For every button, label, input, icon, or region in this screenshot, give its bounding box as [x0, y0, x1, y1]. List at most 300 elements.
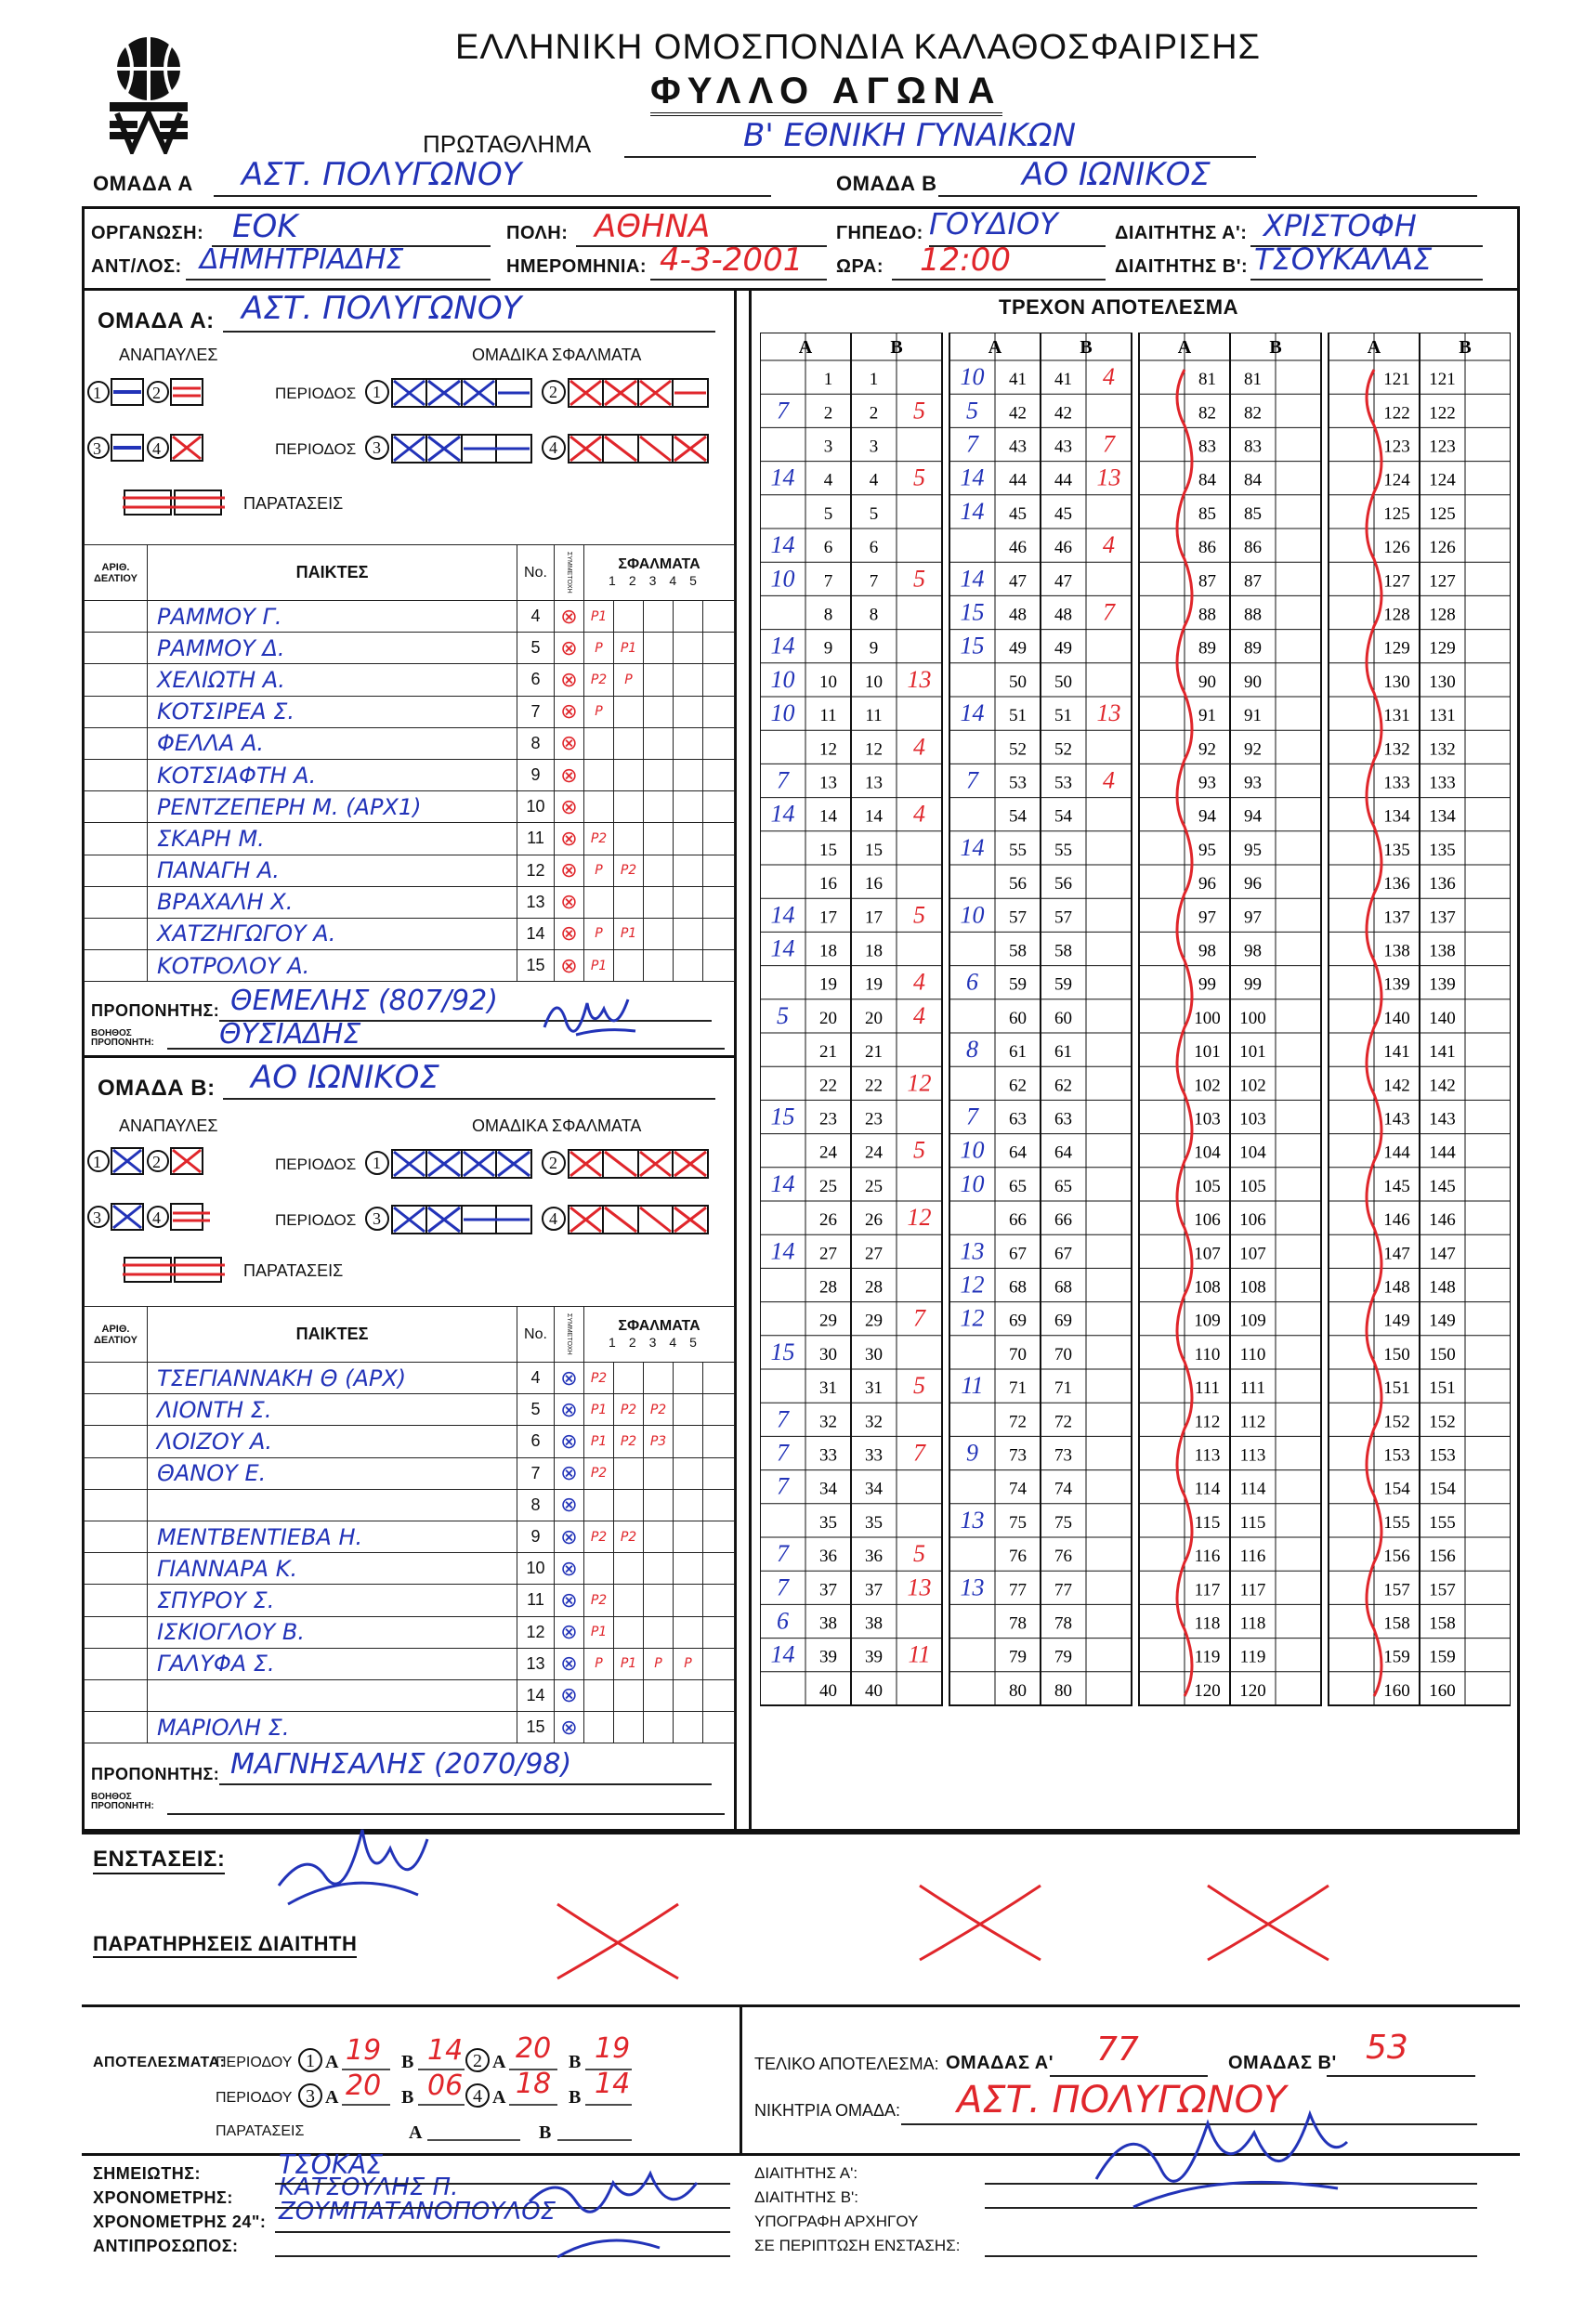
score-number-b: 155: [1429, 1512, 1456, 1533]
played-mark: ⊗: [555, 791, 584, 823]
score-number-b: 38: [865, 1613, 883, 1634]
score-col-b: Β: [1080, 337, 1093, 358]
score-a-player-mark: 15: [770, 1338, 795, 1365]
final-team-b-label: ΟΜΑΔΑΣ Β': [1228, 2053, 1337, 2073]
player-number: 9: [517, 1521, 555, 1552]
score-number-b: 5: [869, 503, 879, 524]
score-a-player-mark: 10: [960, 1136, 985, 1164]
score-number-a: 88: [1198, 605, 1216, 625]
svg-text:2: 2: [473, 2051, 482, 2071]
svg-text:3: 3: [306, 2086, 315, 2107]
score-b-player-mark: 5: [913, 1540, 925, 1568]
protests-cross-1: [548, 1895, 687, 1992]
player-number: 13: [517, 1648, 555, 1679]
score-number-a: 155: [1383, 1512, 1410, 1533]
foul-cell: [644, 664, 674, 696]
date-label: ΗΜΕΡΟΜΗΝΙΑ:: [506, 256, 648, 277]
foul-cell: [644, 1616, 674, 1648]
score-number-a: 79: [1009, 1647, 1027, 1667]
score-number-a: 84: [1198, 470, 1216, 490]
score-a-player-mark: 7: [777, 397, 789, 424]
score-number-a: 11: [819, 706, 837, 726]
score-number-b: 27: [865, 1244, 883, 1264]
score-number-a: 97: [1198, 907, 1216, 928]
team-a-team-fouls-label: ΟΜΑΔΙΚΑ ΣΦΑΛΜΑΤΑ: [472, 346, 642, 364]
score-number-a: 107: [1194, 1244, 1221, 1264]
score-number-a: 36: [819, 1547, 837, 1567]
team-b-player-row: [85, 1426, 735, 1457]
score-number-b: 148: [1429, 1277, 1456, 1298]
protests-cross-2: [910, 1876, 1050, 1974]
score-number-b: 112: [1239, 1412, 1266, 1432]
player-name: ΜΑΡΙΟΛΗ Σ.: [148, 1712, 517, 1743]
officials-signatures: [520, 2155, 725, 2271]
played-mark: ⊗: [555, 696, 584, 727]
foul-cell: [644, 1585, 674, 1616]
foul-cell: [614, 601, 644, 633]
team-b-player-row: [85, 1489, 735, 1521]
score-number-b: 78: [1054, 1613, 1072, 1634]
foul-cell: P: [584, 1648, 614, 1679]
team-b-col-fouls: ΣΦΑΛΜΑΤΑ: [618, 1317, 700, 1334]
score-number-b: 60: [1054, 1008, 1072, 1028]
foul-cell: [644, 950, 674, 982]
foul-cell: P: [584, 918, 614, 949]
score-number-a: 18: [819, 941, 837, 961]
score-number-b: 95: [1244, 840, 1262, 860]
score-number-b: 56: [1054, 874, 1072, 894]
foul-cell: [644, 727, 674, 759]
team-b-timeouts: [85, 1144, 253, 1251]
player-number: 5: [517, 633, 555, 664]
score-number-a: 104: [1194, 1142, 1221, 1163]
team-b-player-row: [85, 1648, 735, 1679]
score-number-a: 93: [1198, 773, 1216, 793]
score-a-player-mark: 9: [966, 1439, 978, 1467]
foul-cell: [674, 1712, 703, 1743]
score-a-player-mark: 15: [960, 632, 985, 659]
foul-cell: [644, 1489, 674, 1521]
score-b-player-mark: 5: [913, 901, 925, 929]
score-number-b: 94: [1244, 806, 1262, 827]
score-number-a: 102: [1194, 1076, 1221, 1096]
score-number-b: 18: [865, 941, 883, 961]
score-number-b: 72: [1054, 1412, 1072, 1432]
score-number-a: 52: [1009, 739, 1027, 760]
svg-text:B: B: [401, 2087, 414, 2108]
score-number-b: 57: [1054, 907, 1072, 928]
foul-cell: [674, 1426, 703, 1457]
score-number-b: 33: [865, 1445, 883, 1466]
foul-cell: [614, 1679, 644, 1711]
score-number-a: 153: [1383, 1445, 1410, 1466]
team-b-col-licence: ΑΡΙΘ. ΔΕΛΤΙΟΥ: [85, 1307, 148, 1363]
licence-cell: [85, 1616, 148, 1648]
results-label: ΑΠΟΤΕΛΕΣΜΑΤΑ:: [93, 2055, 226, 2070]
svg-text:4: 4: [152, 439, 161, 458]
score-number-b: 103: [1239, 1109, 1266, 1129]
score-number-a: 43: [1009, 437, 1027, 457]
score-number-a: 152: [1383, 1412, 1410, 1432]
organizer-label: ΟΡΓΑΝΩΣΗ:: [91, 223, 204, 243]
team-a-player-row: [85, 664, 735, 696]
score-number-b: 48: [1054, 605, 1072, 625]
licence-cell: [85, 1553, 148, 1585]
score-number-b: 136: [1429, 874, 1456, 894]
score-number-b: 55: [1054, 840, 1072, 860]
score-number-a: 77: [1009, 1580, 1027, 1600]
score-number-a: 114: [1194, 1479, 1221, 1499]
foul-cell: P1: [614, 633, 644, 664]
score-a-player-mark: 10: [770, 665, 795, 693]
score-number-a: 20: [819, 1008, 837, 1028]
score-number-a: 143: [1383, 1109, 1410, 1129]
score-number-a: 132: [1383, 739, 1410, 760]
team-a-coach-label: ΠΡΟΠΟΝΗΤΗΣ:: [91, 1001, 220, 1020]
foul-cell: [703, 1457, 735, 1489]
score-number-a: 30: [819, 1344, 837, 1364]
team-b-player-row: [85, 1616, 735, 1648]
score-number-b: 29: [865, 1311, 883, 1331]
score-b-player-mark: 7: [913, 1439, 925, 1467]
score-number-b: 114: [1239, 1479, 1266, 1499]
score-number-b: 150: [1429, 1344, 1456, 1364]
results-overtime-word: ΠΑΡΑΤΑΣΕΙΣ: [216, 2123, 305, 2139]
team-b-panel-label: ΟΜΑΔΑ Β:: [98, 1076, 216, 1101]
team-b-label: ΟΜΑΔΑ Β: [836, 172, 937, 195]
score-number-b: 96: [1244, 874, 1262, 894]
foul-cell: [674, 601, 703, 633]
foul-cell: [614, 1712, 644, 1743]
score-number-a: 133: [1383, 773, 1410, 793]
foul-cell: [674, 1616, 703, 1648]
played-mark: ⊗: [555, 1426, 584, 1457]
played-mark: ⊗: [555, 1648, 584, 1679]
team-b-player-row: [85, 1363, 735, 1394]
score-number-b: 73: [1054, 1445, 1072, 1466]
foul-cell: [703, 823, 735, 855]
team-b-overtime-label: ΠΑΡΑΤΑΣΕΙΣ: [243, 1261, 344, 1280]
score-col-b: Β: [1269, 337, 1282, 358]
licence-cell: [85, 1679, 148, 1711]
svg-text:A: A: [325, 2087, 339, 2108]
score-number-a: 113: [1194, 1445, 1221, 1466]
foul-cell: [644, 1679, 674, 1711]
foul-cell: [584, 1679, 614, 1711]
foul-cell: [703, 1521, 735, 1552]
svg-text:2: 2: [152, 384, 161, 402]
score-a-player-mark: 14: [960, 463, 985, 491]
svg-text:1: 1: [93, 1153, 101, 1171]
score-number-b: 31: [865, 1378, 883, 1399]
score-number-b: 14: [865, 806, 883, 827]
captain-label-2: ΣΕ ΠΕΡΙΠΤΩΣΗ ΕΝΣΤΑΣΗΣ:: [754, 2237, 961, 2254]
score-number-a: 65: [1009, 1176, 1027, 1196]
score-number-a: 130: [1383, 672, 1410, 692]
foul-cell: [703, 855, 735, 886]
player-number: 9: [517, 759, 555, 790]
score-number-b: 138: [1429, 941, 1456, 961]
score-number-a: 137: [1383, 907, 1410, 928]
score-number-b: 80: [1054, 1680, 1072, 1701]
licence-cell: [85, 1521, 148, 1552]
player-number: 10: [517, 791, 555, 823]
score-number-a: 38: [819, 1613, 837, 1634]
licence-cell: [85, 601, 148, 633]
played-mark: ⊗: [555, 633, 584, 664]
licence-cell: [85, 759, 148, 790]
foul-cell: P: [674, 1648, 703, 1679]
score-number-a: 86: [1198, 538, 1216, 558]
foul-cell: P2: [584, 823, 614, 855]
player-number: 10: [517, 1553, 555, 1585]
team-a-timeouts-label: ΑΝΑΠΑΥΛΕΣ: [119, 346, 218, 364]
score-number-b: 119: [1239, 1647, 1266, 1667]
score-a-player-mark: 7: [966, 1103, 978, 1130]
score-number-b: 123: [1429, 437, 1456, 457]
foul-cell: P1: [584, 950, 614, 982]
player-number: 6: [517, 1426, 555, 1457]
score-number-a: 85: [1198, 503, 1216, 524]
court-value: ΓΟΥΔΙΟΥ: [929, 206, 1058, 242]
player-number: 4: [517, 1363, 555, 1394]
licence-cell: [85, 886, 148, 918]
played-mark: ⊗: [555, 1679, 584, 1711]
team-a-overtime-label: ΠΑΡΑΤΑΣΕΙΣ: [243, 494, 344, 513]
score-number-a: 75: [1009, 1512, 1027, 1533]
foul-cell: [674, 1363, 703, 1394]
score-number-b: 107: [1239, 1244, 1266, 1264]
player-name: ΧΑΤΖΗΓΩΓΟΥ Α.: [148, 918, 517, 949]
score-number-a: 68: [1009, 1277, 1027, 1298]
score-number-a: 49: [1009, 638, 1027, 659]
score-number-b: 139: [1429, 974, 1456, 995]
score-number-a: 157: [1383, 1580, 1410, 1600]
score-number-b: 100: [1239, 1008, 1266, 1028]
score-number-b: 115: [1239, 1512, 1266, 1533]
score-number-b: 137: [1429, 907, 1456, 928]
score-a-player-mark: 14: [960, 565, 985, 593]
score-number-b: 99: [1244, 974, 1262, 995]
foul-cell: [674, 950, 703, 982]
score-a-player-mark: 7: [777, 1405, 789, 1433]
foul-cell: [614, 823, 644, 855]
score-col-a: Α: [1177, 337, 1192, 358]
foul-cell: [614, 886, 644, 918]
score-b-player-mark: 7: [1103, 598, 1115, 626]
foul-cell: P2: [614, 1521, 644, 1552]
player-name: ΣΚΑΡΗ Μ.: [148, 823, 517, 855]
p1-b-score: 14: [427, 2034, 464, 2067]
score-number-b: 105: [1239, 1176, 1266, 1196]
score-number-a: 64: [1009, 1142, 1027, 1163]
score-number-b: 39: [865, 1647, 883, 1667]
commissioner-label: ΑΝΤ/ΛΟΣ:: [91, 256, 182, 277]
player-name: ΓΙΑΝΝΑΡΑ Κ.: [148, 1553, 517, 1585]
score-a-player-mark: 11: [961, 1372, 984, 1400]
foul-cell: [674, 633, 703, 664]
foul-cell: [584, 1489, 614, 1521]
score-number-b: 68: [1054, 1277, 1072, 1298]
svg-text:2: 2: [152, 1153, 161, 1171]
score-number-b: 64: [1054, 1142, 1072, 1163]
score-number-a: 99: [1198, 974, 1216, 995]
ref1-label: ΔΙΑΙΤΗΤΗΣ Α':: [1115, 223, 1248, 243]
player-number: 8: [517, 1489, 555, 1521]
player-name: ΒΡΑΧΑΛΗ Χ.: [148, 886, 517, 918]
svg-text:4: 4: [549, 1209, 557, 1228]
score-number-b: 147: [1429, 1244, 1456, 1264]
score-a-player-mark: 10: [960, 1169, 985, 1197]
p3-b-score: 06: [427, 2069, 464, 2102]
score-number-b: 142: [1429, 1076, 1456, 1096]
played-mark: ⊗: [555, 1553, 584, 1585]
score-number-b: 104: [1239, 1142, 1266, 1163]
score-number-a: 106: [1194, 1210, 1221, 1231]
player-name: ΓΑΛΥΦΑ Σ.: [148, 1648, 517, 1679]
foul-cell: P: [614, 664, 644, 696]
score-number-b: 126: [1429, 538, 1456, 558]
score-number-b: 108: [1239, 1277, 1266, 1298]
player-number: 15: [517, 1712, 555, 1743]
foul-cell: [644, 759, 674, 790]
score-number-a: 13: [819, 773, 837, 793]
svg-text:4: 4: [473, 2086, 482, 2107]
foul-cell: [674, 1585, 703, 1616]
player-name: ΘΑΝΟΥ Ε.: [148, 1457, 517, 1489]
score-number-a: 94: [1198, 806, 1216, 827]
score-number-b: 98: [1244, 941, 1262, 961]
score-number-a: 129: [1383, 638, 1410, 659]
team-a-panel-name: ΑΣΤ. ΠΟΛΥΓΩΝΟΥ: [242, 290, 522, 327]
court-label: ΓΗΠΕΔΟ:: [836, 223, 923, 243]
score-number-b: 19: [865, 974, 883, 995]
score-number-a: 139: [1383, 974, 1410, 995]
score-number-b: 3: [869, 437, 879, 457]
foul-cell: [614, 1457, 644, 1489]
score-number-a: 138: [1383, 941, 1410, 961]
foul-cell: P1: [584, 601, 614, 633]
score-number-a: 131: [1383, 706, 1410, 726]
player-name: ΦΕΛΛΑ Α.: [148, 727, 517, 759]
score-a-player-mark: 12: [960, 1304, 985, 1332]
team-a-col-licence: ΑΡΙΘ. ΔΕΛΤΙΟΥ: [85, 545, 148, 601]
team-a-col-players: ΠΑΙΚΤΕΣ: [148, 545, 517, 601]
team-a-col-fouls: ΣΦΑΛΜΑΤΑ: [618, 555, 700, 572]
foul-cell: [584, 727, 614, 759]
score-number-a: 10: [819, 672, 837, 692]
svg-text:1: 1: [373, 1154, 381, 1172]
score-number-a: 122: [1383, 403, 1410, 424]
referee-signature: [1078, 2077, 1356, 2221]
running-score-grid: [760, 333, 1511, 1833]
foul-cell: [674, 1457, 703, 1489]
score-number-a: 128: [1383, 605, 1410, 625]
team-a-overtime: [123, 487, 234, 523]
score-number-b: 54: [1054, 806, 1072, 827]
ref-a-label: ΔΙΑΙΤΗΤΗΣ Α':: [754, 2164, 858, 2182]
svg-text:A: A: [492, 2052, 506, 2072]
score-number-a: 12: [819, 739, 837, 760]
svg-text:1: 1: [373, 383, 381, 401]
score-a-player-mark: 14: [960, 833, 985, 861]
svg-text:B: B: [569, 2087, 582, 2108]
score-b-player-mark: 13: [1096, 463, 1121, 491]
score-a-player-mark: 14: [960, 497, 985, 525]
score-number-a: 123: [1383, 437, 1410, 457]
score-number-a: 158: [1383, 1613, 1410, 1634]
score-number-b: 158: [1429, 1613, 1456, 1634]
foul-cell: [703, 696, 735, 727]
score-a-player-mark: 6: [966, 968, 978, 996]
shotclock-label: ΧΡΟΝΟΜΕΤΡΗΣ 24":: [93, 2213, 267, 2231]
foul-cell: P: [584, 855, 614, 886]
score-number-a: 70: [1009, 1344, 1027, 1364]
foul-cell: [614, 1553, 644, 1585]
played-mark: ⊗: [555, 855, 584, 886]
team-a-col-played: ΣΥΜΜΕΤΟΧΗ: [555, 545, 584, 601]
score-b-player-mark: 4: [913, 733, 925, 761]
foul-cell: P2: [644, 1394, 674, 1426]
licence-cell: [85, 1648, 148, 1679]
licence-cell: [85, 823, 148, 855]
score-number-b: 58: [1054, 941, 1072, 961]
score-number-b: 132: [1429, 739, 1456, 760]
svg-text:A: A: [492, 2087, 506, 2108]
foul-cell: [674, 791, 703, 823]
licence-cell: [85, 664, 148, 696]
foul-cell: [614, 1363, 644, 1394]
team-b-panel-name: ΑΟ ΙΩΝΙΚΟΣ: [251, 1059, 439, 1096]
score-number-a: 33: [819, 1445, 837, 1466]
score-number-a: 34: [819, 1479, 837, 1499]
score-number-b: 124: [1429, 470, 1456, 490]
foul-cell: [703, 1679, 735, 1711]
team-a-period-3-4-label: ΠΕΡΙΟΔΟΣ: [275, 440, 357, 458]
team-b-period-1-2-label: ΠΕΡΙΟΔΟΣ: [275, 1155, 357, 1173]
team-b-col-players: ΠΑΙΚΤΕΣ: [148, 1307, 517, 1363]
score-col-b: Β: [890, 337, 903, 358]
score-col-a: Α: [988, 337, 1002, 358]
foul-cell: [644, 1521, 674, 1552]
player-name: [148, 1679, 517, 1711]
foul-cell: [674, 1489, 703, 1521]
score-number-a: 1: [823, 370, 833, 390]
score-number-b: 159: [1429, 1647, 1456, 1667]
score-number-b: 4: [869, 470, 879, 490]
played-mark: ⊗: [555, 1394, 584, 1426]
score-number-b: 118: [1239, 1613, 1266, 1634]
foul-cell: [674, 759, 703, 790]
score-number-a: 121: [1383, 370, 1410, 390]
score-number-a: 45: [1009, 503, 1027, 524]
score-a-player-mark: 15: [770, 1103, 795, 1130]
team-a-col-no: No.: [517, 545, 555, 601]
svg-text:2: 2: [549, 1154, 557, 1172]
score-number-a: 149: [1383, 1311, 1410, 1331]
foul-cell: [703, 1363, 735, 1394]
score-b-player-mark: 4: [913, 968, 925, 996]
score-a-player-mark: 7: [777, 766, 789, 794]
score-number-a: 27: [819, 1244, 837, 1264]
team-a-player-row: [85, 727, 735, 759]
foul-cell: [644, 1363, 674, 1394]
score-number-b: 116: [1239, 1547, 1266, 1567]
timekeeper-value: ΚΑΤΣΟΥΛΗΣ Π.: [279, 2174, 459, 2201]
played-mark: ⊗: [555, 759, 584, 790]
score-number-a: 154: [1383, 1479, 1410, 1499]
played-mark: ⊗: [555, 664, 584, 696]
